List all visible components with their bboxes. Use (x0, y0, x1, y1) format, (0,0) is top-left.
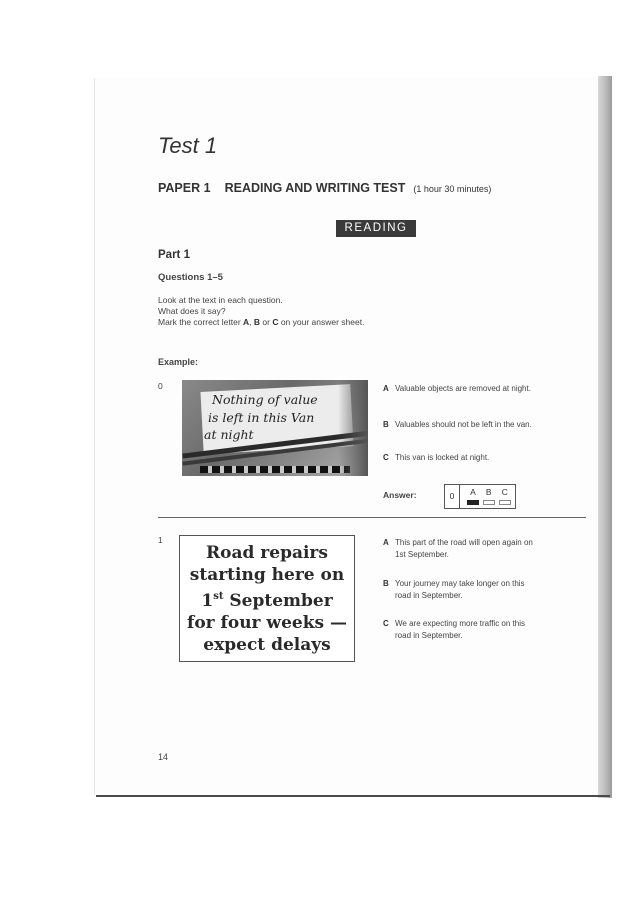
instruction-text: , (249, 317, 254, 327)
notice-line: expect delays (203, 635, 331, 655)
option-text: We are expecting more traffic on this (395, 619, 525, 628)
notice-date-suffix: st (213, 591, 224, 602)
paper-duration: (1 hour 30 minutes) (413, 184, 492, 194)
question1-option-b (383, 578, 593, 601)
option-letter: A (383, 384, 389, 393)
page-number: 14 (158, 752, 169, 762)
notice-line: for four weeks — (187, 613, 347, 633)
photo-tape (200, 466, 350, 473)
photo-text-line: is left in this Van (208, 410, 315, 425)
answer-mark-b (483, 500, 495, 505)
photo-shadow (338, 380, 368, 476)
question1-option-a (383, 537, 593, 560)
answer-letter: C (501, 487, 508, 497)
photo-text-line: Nothing of value (212, 392, 318, 407)
notice-line: starting here on (189, 565, 345, 585)
notice-line-date (180, 586, 354, 612)
answer-mark-c (499, 500, 511, 505)
road-repairs-notice (179, 535, 355, 662)
questions-title: Questions 1–5 (158, 272, 223, 283)
option-text: Valuable objects are removed at night. (395, 384, 531, 393)
answer-marks (465, 500, 513, 505)
example-number: 0 (158, 381, 163, 391)
answer-mark-a (467, 500, 479, 505)
instruction-text: on your answer sheet. (278, 317, 365, 327)
answer-letters (465, 487, 513, 497)
letter-b: B (253, 317, 261, 327)
letter-c: C (272, 317, 279, 327)
option-text: road in September. (395, 630, 463, 640)
letter-a: A (243, 317, 250, 327)
option-letter: C (383, 453, 389, 462)
section-divider (158, 517, 586, 518)
page-bottom-edge (96, 795, 610, 797)
instruction-line: Look at the text in each question. (158, 295, 283, 305)
option-text: This part of the road will open again on (395, 538, 533, 547)
option-letter: C (383, 619, 389, 628)
option-text: 1st September. (395, 549, 449, 559)
question-number: 1 (158, 535, 163, 545)
answer-letter: B (485, 487, 492, 497)
option-letter: B (383, 579, 389, 588)
example-label: Example: (158, 357, 199, 367)
question1-option-c (383, 618, 593, 641)
instruction-text: or (260, 317, 273, 327)
example-option-c (383, 452, 593, 464)
part-title: Part 1 (158, 249, 190, 261)
example-photo (182, 380, 368, 476)
option-text: Valuables should not be left in the van. (395, 420, 532, 429)
option-text: Your journey may take longer on this (395, 579, 525, 588)
page-right-shadow (598, 76, 612, 798)
example-option-b (383, 419, 593, 431)
answer-grid (444, 484, 516, 509)
paper-title: READING AND WRITING TEST (224, 181, 406, 195)
photo-text-line: at night (204, 427, 254, 442)
example-option-a (383, 383, 593, 395)
instruction-line-mark (158, 317, 364, 327)
option-letter: B (383, 420, 389, 429)
paper-heading (158, 181, 491, 195)
instruction-text: Mark the correct letter (158, 317, 244, 327)
answer-number: 0 (445, 485, 460, 508)
option-text: road in September. (395, 590, 463, 600)
option-letter: A (383, 538, 389, 547)
paper-label: PAPER 1 (158, 181, 211, 195)
answer-letter: A (470, 487, 476, 497)
page-left-edge (94, 78, 95, 795)
instruction-line: What does it say? (158, 306, 226, 316)
notice-line: Road repairs (206, 543, 328, 563)
reading-section-badge: READING (336, 220, 416, 237)
answer-label: Answer: (383, 490, 417, 500)
notice-date-number: 1 (201, 591, 214, 611)
notice-date-month: September (229, 591, 333, 611)
test-title: Test 1 (158, 133, 218, 158)
option-text: This van is locked at night. (395, 453, 490, 462)
